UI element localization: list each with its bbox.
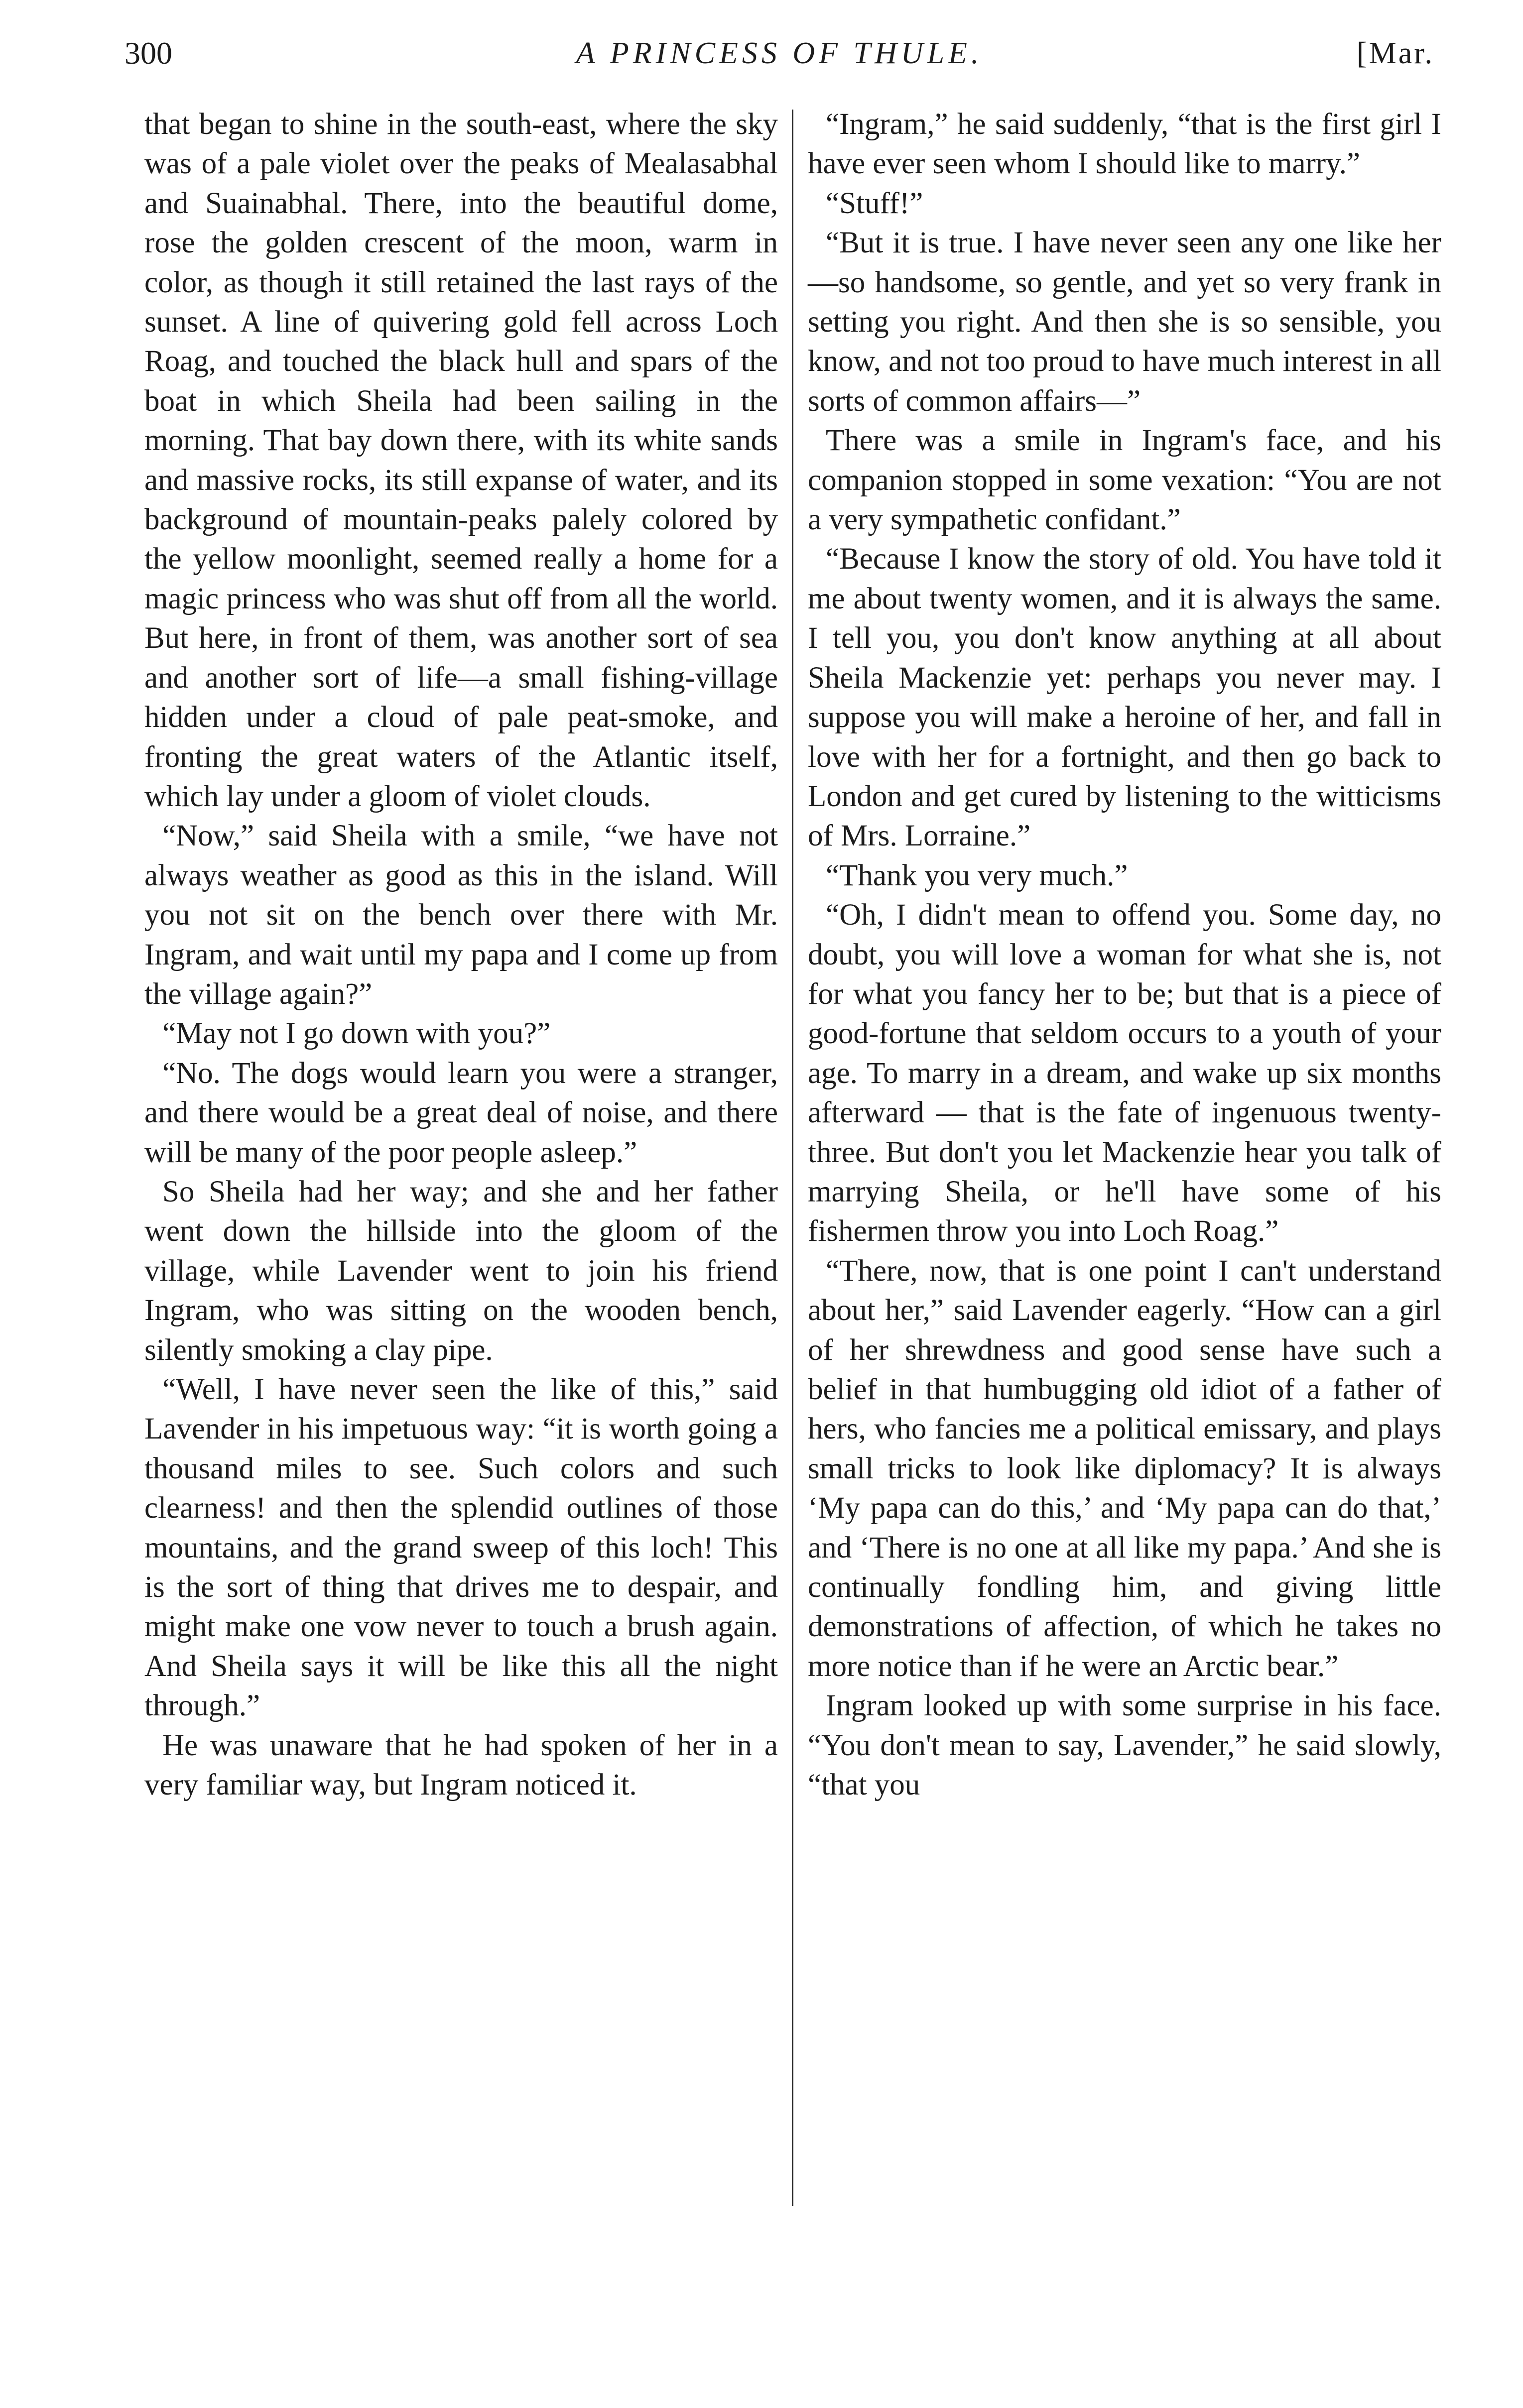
paragraph: “Now,” said Sheila with a smile, “we have not always weather as good as this in the island. Will you not sit on the bench over there with Mr. Ingram, and wait until my papa and I come up from the village again?” — [144, 819, 778, 1011]
left-column — [144, 105, 778, 1805]
paragraph: He was unaware that he had spoken of her in a very familiar way, but Ingram noticed it. — [144, 1728, 778, 1802]
paragraph: So Sheila had her way; and she and her father went down the hillside into the gloom of the village, while Lavender went to join his friend Ingram, who was sitting on the wooden bench, silently smoking a clay pipe. — [144, 1175, 778, 1367]
paragraph: that began to shine in the south-east, where the sky was of a pale violet over the peaks of Mealasabhal and Suainabhal. There, into the beautiful dome, rose the golden crescent of the moon, warm in color, as though it still retained the last rays of the sunset. A line of quivering gold fell across Loch Roag, and touched the black hull and spars of the boat in which Sheila had been sailing in the morning. That bay down there, with its white sands and massive rocks, its still expanse of water, and its background of mountain-peaks palely colored by the yellow moonlight, seemed really a home for a magic princess who was shut off from all the world. But here, in front of them, was another sort of sea and another sort of life—a small fishing-village hidden under a cloud of pale peat-smoke, and fronting the great waters of the Atlantic itself, which lay under a gloom of violet clouds. — [144, 108, 778, 813]
running-title: A PRINCESS OF THULE. — [576, 36, 983, 70]
paragraph: “Thank you very much.” — [826, 858, 1128, 892]
paragraph: “No. The dogs would learn you were a stranger, and there would be a great deal of noise, and there will be many of the poor people asleep.” — [144, 1056, 778, 1169]
paragraph: Ingram looked up with some surprise in his face. “You don't mean to say, Lavender,” he said slowly, “that you — [808, 1689, 1441, 1802]
right-column — [808, 105, 1441, 1805]
section-mark: [Mar. — [1356, 36, 1434, 70]
paragraph: “Ingram,” he said suddenly, “that is the first girl I have ever seen whom I should like to marry.” — [808, 108, 1441, 181]
paragraph: “Stuff!” — [826, 186, 923, 220]
paragraph: “There, now, that is one point I can't understand about her,” said Lavender eagerly. “How can a girl of her shrewdness and good sense have such a belief in that humbugging old idiot of a father of hers, who fancies me a political emissary, and plays small tricks to look like diplomacy? It is always ‘My papa can do this,’ and ‘My papa can do that,’ and ‘There is no one at all like my papa.’ And she is continually fondling him, and giving little demonstrations of affection, of which he takes no more notice than if he were an Arctic bear.” — [808, 1254, 1441, 1683]
page-number: 300 — [125, 35, 172, 71]
paragraph: “But it is true. I have never seen any one like her—so handsome, so gentle, and yet so very frank in setting you right. And then she is so sensible, you know, and not too proud to have much interest in all sorts of common affairs—” — [808, 226, 1441, 418]
paragraph: “May not I go down with you?” — [162, 1017, 551, 1051]
paragraph: There was a smile in Ingram's face, and his companion stopped in some vexation: “You are not a very sympathetic confidant.” — [808, 424, 1441, 537]
running-header — [125, 31, 1434, 76]
column-divider — [792, 110, 793, 2206]
paragraph: “Oh, I didn't mean to offend you. Some day, no doubt, you will love a woman for what she is, not for what you fancy her to be; but that is a piece of good-fortune that seldom occurs to a youth of your age. To marry in a dream, and wake up six months afterward — that is the fate of ingenuous twenty-three. But don't you let Mackenzie hear you talk of marrying Sheila, or he'll have some of his fishermen throw you into Loch Roag.” — [808, 898, 1441, 1248]
paragraph: “Because I know the story of old. You have told it me about twenty women, and it is always the same. I tell you, you don't know anything at all about Sheila Mackenzie yet: perhaps you never may. I suppose you will make a heroine of her, and fall in love with her for a fortnight, and then go back to London and get cured by listening to the witticisms of Mrs. Lorraine.” — [808, 542, 1441, 853]
paragraph: “Well, I have never seen the like of this,” said Lavender in his impetuous way: “it is worth going a thousand miles to see. Such colors and such clearness! and then the splendid outlines of those mountains, and the grand sweep of this loch! This is the sort of thing that drives me to despair, and might make one vow never to touch a brush again. And Sheila says it will be like this all the night through.” — [144, 1373, 778, 1723]
